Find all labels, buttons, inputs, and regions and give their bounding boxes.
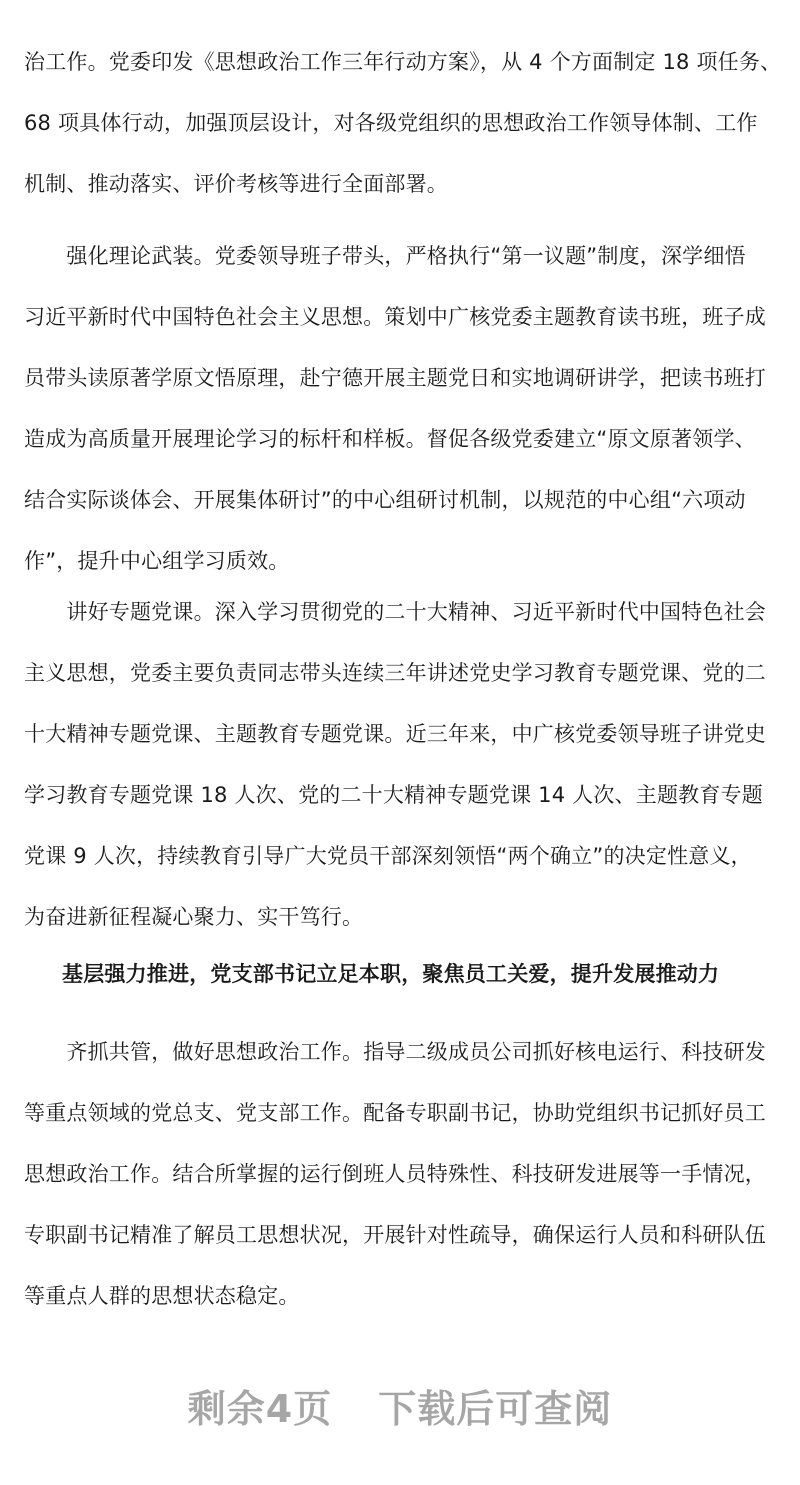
text-line: 员带头读原著学原文悟原理，赴宁德开展主题党日和实地调研讲学，把读书班打	[24, 366, 766, 390]
text-line: 齐抓共管，做好思想政治工作。指导二级成员公司抓好核电运行、科技研发	[24, 1040, 766, 1064]
text-line: 十大精神专题党课、主题教育专题党课。近三年来，中广核党委领导班子讲党史	[24, 722, 766, 746]
text-line: 结合实际谈体会、开展集体研讨”的中心组研讨机制，以规范的中心组“六项动	[24, 488, 746, 512]
text-line: 思想政治工作。结合所掌握的运行倒班人员特殊性、科技研发进展等一手情况，	[24, 1162, 766, 1186]
text-line: 等重点人群的思想状态稳定。	[24, 1284, 300, 1308]
paragraph-party-lectures	[24, 582, 780, 948]
text-line: 党课 9 人次，持续教育引导广大党员干部深刻领悟“两个确立”的决定性意义，	[24, 844, 752, 868]
text-line: 学习教育专题党课 18 人次、党的二十大精神专题党课 14 人次、主题教育专题	[24, 783, 763, 807]
text-line: 作”，提升中心组学习质效。	[24, 549, 290, 573]
text-line: 讲好专题党课。深入学习贯彻党的二十大精神、习近平新时代中国特色社会	[24, 600, 766, 624]
text-line: 专职副书记精准了解员工思想状况，开展针对性疏导，确保运行人员和科研队伍	[24, 1223, 766, 1247]
download-to-view-label: 下载后可查阅	[378, 1387, 613, 1431]
text-line: 治工作。党委印发《思想政治工作三年行动方案》，从 4 个方面制定 18 项任务、	[24, 50, 782, 74]
text-line: 为奋进新征程凝心聚力、实干笃行。	[24, 905, 364, 929]
section-heading: 基层强力推进，党支部书记立足本职，聚焦员工关爱，提升发展推动力	[62, 962, 720, 986]
paragraph-theory-arming	[24, 226, 780, 592]
text-line: 机制、推动落实、评价考核等进行全面部署。	[24, 172, 448, 196]
text-line: 习近平新时代中国特色社会主义思想。策划中广核党委主题教育读书班，班子成	[24, 305, 766, 329]
remaining-pages-banner[interactable]	[0, 1378, 800, 1433]
text-line: 主义思想，党委主要负责同志带头连续三年讲述党史学习教育专题党课、党的二	[24, 661, 766, 685]
remaining-pages-label: 剩余4页	[187, 1387, 333, 1431]
text-line: 等重点领域的党总支、党支部工作。配备专职副书记，协助党组织书记抓好员工	[24, 1101, 766, 1125]
text-line: 强化理论武装。党委领导班子带头，严格执行“第一议题”制度，深学细悟	[24, 244, 746, 268]
text-line: 造成为高质量开展理论学习的标杆和样板。督促各级党委建立“原文原著领学、	[24, 427, 756, 451]
paragraph-action-plan	[24, 32, 780, 215]
text-line: 68 项具体行动，加强顶层设计，对各级党组织的思想政治工作领导体制、工作	[24, 111, 758, 135]
paragraph-joint-management	[24, 1022, 780, 1327]
